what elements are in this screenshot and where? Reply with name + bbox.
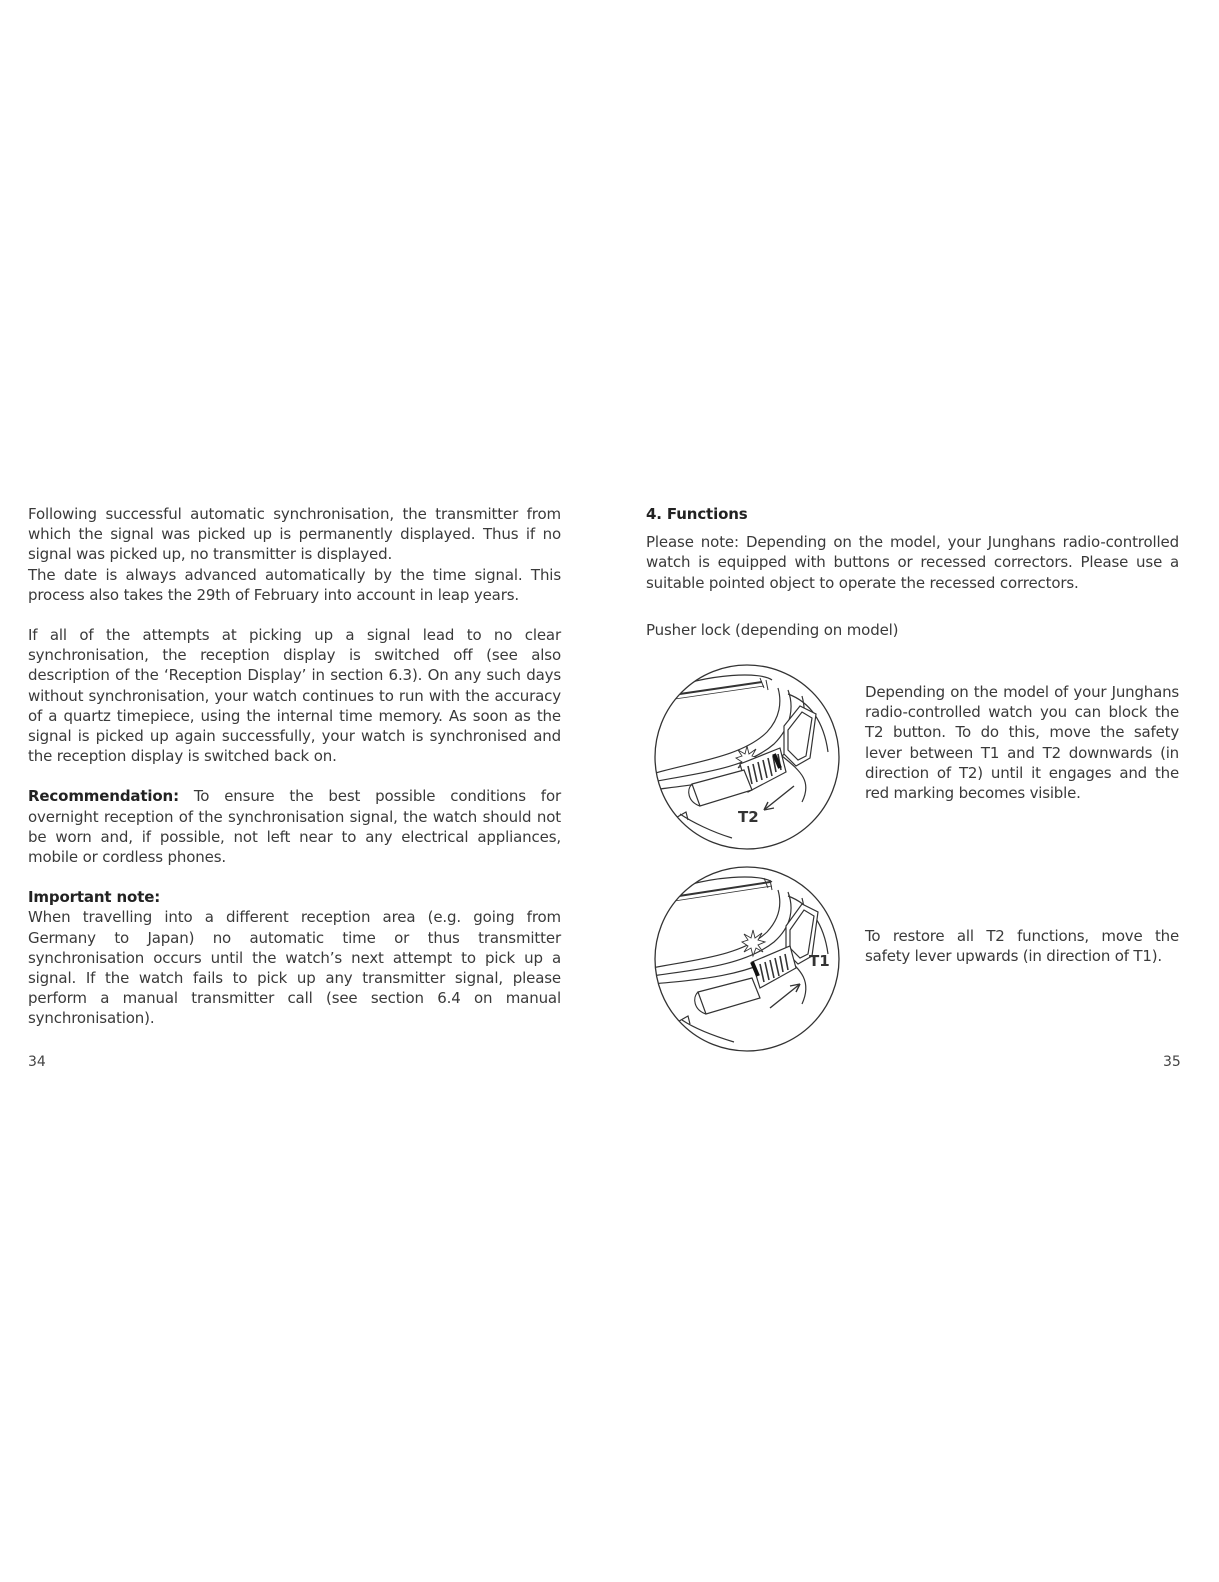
- paragraph-recommendation: [28, 786, 561, 867]
- paragraph-important-note: When travelling into a different reception area (e.g. going from Germany to Japan) no automatic time or thus transmitter synchronisation occurs until the watch’s next attempt to pick up a signal. If the watch fails to pick up any transmitter signal, please perform a manual transmitter call (see section 6.4 on manual synchronisation).: [28, 908, 561, 1028]
- figure1-label: T2: [738, 808, 759, 826]
- left-page-text: [28, 504, 561, 1029]
- paragraph-functions-intro: Please note: Depending on the model, your Junghans radio-controlled watch is equipped with buttons or recessed correctors. Please use a suitable pointed object to operate the recessed correctors.: [646, 533, 1179, 592]
- watch-pusher-lock-up-icon: [652, 864, 842, 1054]
- figure-row-lock: [646, 662, 1179, 852]
- paragraph-transmitter-display: Following successful automatic synchronisation, the transmitter from which the signal was picked up is permanently displayed. Thus if no signal was picked up, no transmitter is displayed.: [28, 505, 561, 564]
- figure2-caption: To restore all T2 functions, move the safety lever upwards (in direction of T1).: [865, 927, 1179, 966]
- section-heading-functions: 4. Functions: [646, 505, 748, 523]
- recommendation-text: To ensure the best possible conditions for overnight reception of the synchronisation signal, the watch should not be worn and, if possible, not left near to any electrical appliances, mobile or cordless phones.: [28, 787, 561, 867]
- page-number-right: 35: [1163, 1054, 1181, 1070]
- figure1-caption: Depending on the model of your Junghans radio-controlled watch you can block the T2 button. To do this, move the safety lever between T1 and T2 downwards (in direction of T2) until it engages and the red marking becomes visible.: [865, 683, 1179, 803]
- page-number-left: 34: [28, 1054, 46, 1070]
- paragraph-no-synchronisation: If all of the attempts at picking up a signal lead to no clear synchronisation, the reception display is switched off (see also description of the ‘Reception Display’ in section 6.3). On any such days without synchronisation, your watch continues to run with the accuracy of a quartz timepiece, using the internal time memory. As soon as the signal is picked up again successfully, your watch is synchronised and the reception display is switched back on.: [28, 626, 561, 766]
- pusher-lock-label: Pusher lock (depending on model): [646, 620, 899, 639]
- recommendation-label: Recommendation:: [28, 787, 179, 806]
- watch-pusher-lock-down-icon: [652, 662, 842, 852]
- figure-row-unlock: [646, 864, 1179, 1054]
- right-page-text: [646, 504, 1179, 640]
- important-note-heading: Important note:: [28, 888, 161, 907]
- paragraph-date-advance: The date is always advanced automatically by the time signal. This process also takes the 29th of February into account in leap years.: [28, 565, 561, 604]
- figure2-label: T1: [809, 952, 830, 970]
